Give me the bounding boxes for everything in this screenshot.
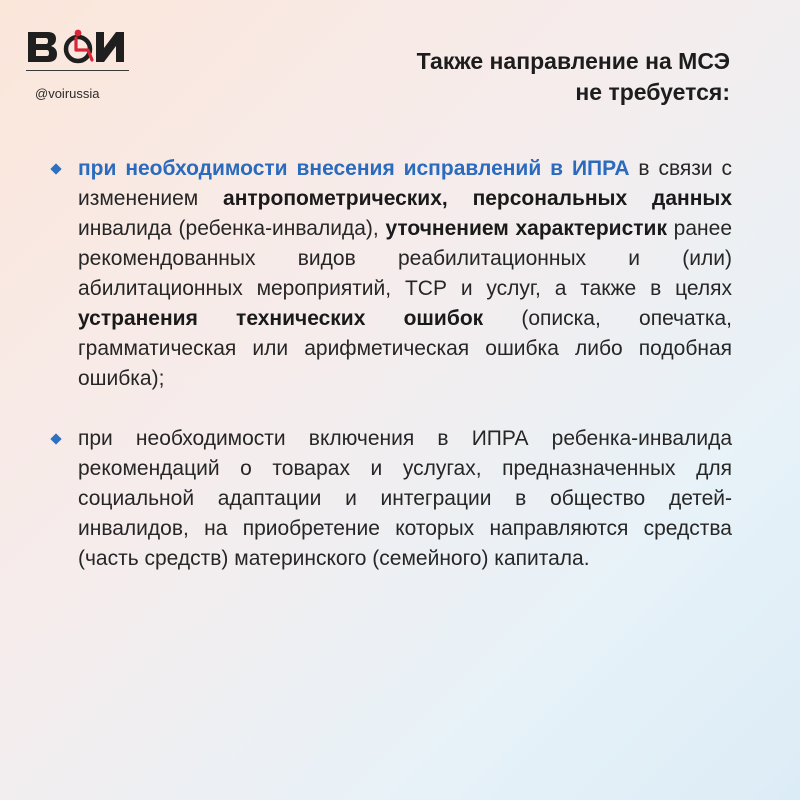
title-line-2: не требуется:: [575, 79, 730, 105]
item-emphasis: антропометрических, персональных данных: [223, 187, 732, 210]
social-handle: @voirussia: [35, 86, 100, 101]
item-text: (описка, опечатка, грамматическая или арифметическая ошибка либо подобная ошибка);: [78, 307, 732, 390]
diamond-bullet-icon: [50, 433, 61, 444]
item-text: инвалида (ребенка-инвалида),: [78, 217, 386, 240]
item-emphasis: устранения технических ошибок: [78, 307, 484, 330]
list-item: [52, 154, 732, 394]
title-line-1: Также направление на МСЭ: [416, 48, 730, 74]
voi-logo-mark: [26, 28, 130, 66]
item-emphasis: уточнением характеристик: [385, 217, 667, 240]
diamond-bullet-icon: [50, 163, 61, 174]
page-title: [417, 46, 730, 108]
voi-logo: [26, 28, 132, 71]
item-text: в связи с изменением: [78, 157, 732, 210]
item-text: ранее рекомендованных видов реабилитационных и (или) абилитационных мероприятий, ТСР и услуг, а также в целях: [78, 217, 732, 300]
item-highlight: при необходимости внесения исправлений в ИПРА: [78, 157, 630, 180]
list-item: [52, 424, 732, 574]
item-text: при необходимости включения в ИПРА ребенка-инвалида рекомендаций о товарах и услугах, предназначенных для социальной адаптации и интеграции в общество детей-инвалидов, на приобретение которых направляются средства (часть средств) материнского (семейного) капитала.: [78, 427, 732, 570]
content-list: [52, 154, 732, 574]
